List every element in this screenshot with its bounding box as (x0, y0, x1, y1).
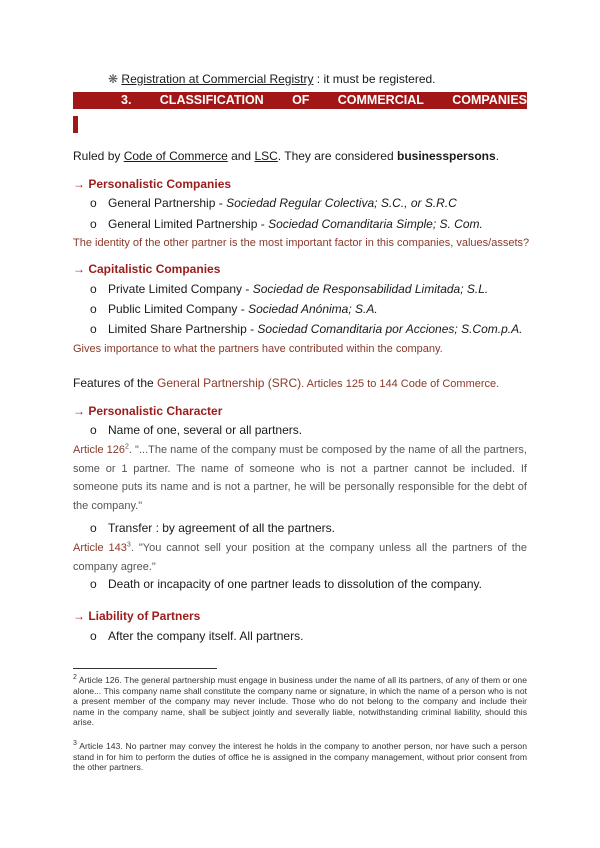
item-spanish: Sociedad Anónima; S.A. (248, 302, 378, 316)
ruled-and: and (227, 149, 255, 163)
bullet-o-icon: o (90, 322, 97, 336)
list-item (108, 282, 488, 297)
item-spanish: Sociedad Regular Colectiva; S.C., or S.R.C (226, 196, 457, 210)
footnote-ref[interactable]: 3 (126, 541, 131, 549)
article-126-label: Article 126 (73, 444, 125, 456)
list-item: Name of one, several or all partners. (108, 423, 303, 437)
heading-word: COMPANIES (452, 93, 527, 107)
heading-word: CLASSIFICATION (159, 93, 264, 107)
businesspersons-text: businesspersons (396, 149, 496, 163)
footnote-number: 3 (73, 740, 77, 748)
bullet-o-icon: o (90, 217, 97, 231)
section-heading (73, 92, 527, 109)
flower-bullet-icon: ❋ (108, 72, 119, 86)
bullet-o-icon: o (90, 521, 97, 535)
item-label: Limited Share Partnership - (108, 322, 258, 336)
list-item (108, 302, 378, 317)
list-item: Death or incapacity of one partner leads to dissolution of the company. (108, 577, 482, 591)
list-item (108, 196, 457, 211)
features-highlight: General Partnership (SRC) (157, 376, 302, 390)
heading-marker (73, 116, 78, 133)
ruled-end: . (495, 149, 500, 163)
capitalistic-title: → Capitalistic Companies (73, 262, 221, 276)
registry-link[interactable]: Registration at Commercial Registry (121, 72, 314, 86)
footnote-rule (73, 668, 217, 669)
features-line (73, 376, 499, 392)
features-suffix: . Articles 125 to 144 Code of Commerce. (301, 378, 500, 390)
bullet-o-icon: o (90, 423, 97, 437)
footnote-3 (73, 741, 527, 773)
capitalistic-note: Gives importance to what the partners have contributed within the company. (73, 343, 443, 355)
personalistic-title: → Personalistic Companies (73, 177, 232, 191)
list-item (108, 217, 483, 232)
ruled-prefix: Ruled by (73, 149, 124, 163)
lsc-link[interactable]: LSC (254, 149, 278, 163)
footnote-ref[interactable]: 2 (125, 443, 129, 451)
footnote-number: 2 (73, 674, 77, 682)
item-label: General Partnership - (108, 196, 227, 210)
article-126-text: . "...The name of the company must be composed by the name of all the partners, some or 1 partner. The name of someone who is not a partner cannot be included. If someone puts its name and is not a partner, he will be personally responsible for the debt of the company." (73, 444, 527, 512)
heading-word: 3. (121, 93, 132, 107)
registry-line (108, 72, 436, 87)
list-item: After the company itself. All partners. (108, 629, 304, 643)
bullet-o-icon: o (90, 629, 97, 643)
list-item (108, 322, 522, 337)
item-spanish: Sociedad Comanditaria por Acciones; S.Com.p.A. (257, 322, 523, 336)
heading-word: COMMERCIAL (337, 93, 424, 107)
code-of-commerce-link[interactable]: Code of Commerce (123, 149, 228, 163)
heading-word: OF (292, 93, 310, 107)
liability-title: → Liability of Partners (73, 609, 201, 623)
article-143-text: . "You cannot sell your position at the company unless all the partners of the company agree." (73, 542, 527, 573)
item-label: General Limited Partnership - (108, 217, 269, 231)
features-prefix: Features of the (73, 376, 158, 390)
article-126-quote (73, 441, 527, 515)
bullet-o-icon: o (90, 196, 97, 210)
item-label: Private Limited Company - (108, 282, 253, 296)
article-143-quote (73, 539, 527, 576)
item-spanish: Sociedad Comanditaria Simple; S. Com. (268, 217, 483, 231)
item-label: Public Limited Company - (108, 302, 249, 316)
footnote-2 (73, 675, 527, 728)
bullet-o-icon: o (90, 282, 97, 296)
footnote-text: Article 143. No partner may convey the interest he holds in the company to another person, nor have such a person stand in for him to perform the duties of office he is assigned in the company management, without prior consent from the other partners. (73, 741, 527, 772)
list-item: Transfer : by agreement of all the partners. (108, 521, 335, 535)
registry-rest: : it must be registered. (313, 72, 436, 86)
item-spanish: Sociedad de Responsabilidad Limitada; S.L. (252, 282, 489, 296)
article-143-label: Article 143 (73, 542, 127, 554)
ruled-by-line (73, 149, 499, 164)
footnote-text: Article 126. The general partnership must engage in business under the name of all its partners, of any of them or one alone... This company name shall constitute the company name or signature, in which the name of a person who is not a present member of the company may never include. Those who do not belong to the company and include their name in the company name, shall be subject jointly and severally liable, notwithstanding criminal liability, should this arise. (73, 675, 527, 727)
ruled-mid: . They are considered (277, 149, 397, 163)
bullet-o-icon: o (90, 577, 97, 591)
bullet-o-icon: o (90, 302, 97, 316)
personalistic-note: The identity of the other partner is the most important factor in this companies, values/assets? (73, 237, 530, 249)
character-title: → Personalistic Character (73, 404, 223, 418)
